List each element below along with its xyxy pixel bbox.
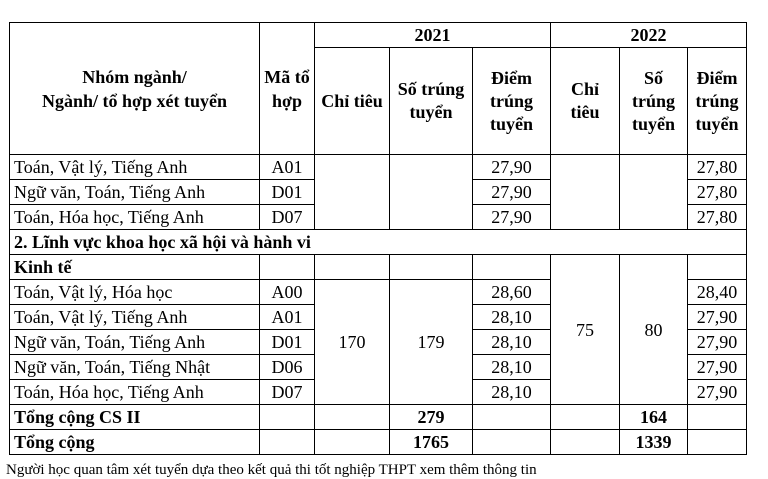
empty-cell [473,405,551,430]
empty-cell [551,430,620,455]
total-admitted-2022: 1339 [620,430,688,455]
header-year-2021: 2021 [315,23,551,48]
field-row [10,255,747,280]
row-score-2021: 27,90 [473,180,551,205]
total-row [10,405,747,430]
row-name: Toán, Vật lý, Tiếng Anh [10,155,260,180]
empty-cell [688,405,747,430]
row-score-2022: 27,80 [688,180,747,205]
header-admitted-2021: Số trúng tuyển [390,48,473,155]
empty-cell [315,255,390,280]
row-score-2021: 27,90 [473,155,551,180]
row-name: Toán, Hóa học, Tiếng Anh [10,205,260,230]
row-name: Ngữ văn, Toán, Tiếng Anh [10,180,260,205]
row-score-2021: 28,10 [473,380,551,405]
row-score-2022: 27,80 [688,155,747,180]
row-score-2021: 28,10 [473,355,551,380]
row-code: D01 [260,180,315,205]
table-row [10,155,747,180]
empty-cell [260,405,315,430]
header-year-2022: 2022 [551,23,747,48]
row-code: D01 [260,330,315,355]
row-score-2022: 27,90 [688,380,747,405]
row-name: Ngữ văn, Toán, Tiếng Anh [10,330,260,355]
header-admitted-2022: Số trúng tuyển [620,48,688,155]
row-score-2022: 27,90 [688,355,747,380]
row-score-2022: 27,80 [688,205,747,230]
group2-quota-2021: 170 [315,280,390,405]
empty-cell [473,255,551,280]
empty-cell [688,255,747,280]
row-score-2021: 28,10 [473,305,551,330]
empty-cell [688,430,747,455]
header-quota-2021: Chỉ tiêu [315,48,390,155]
empty-cell [260,255,315,280]
total-admitted-2021: 1765 [390,430,473,455]
empty-cell [390,255,473,280]
row-code: A00 [260,280,315,305]
row-score-2022: 27,90 [688,305,747,330]
total-admitted-2021: 279 [390,405,473,430]
total-row [10,430,747,455]
row-name: Toán, Vật lý, Hóa học [10,280,260,305]
row-code: A01 [260,305,315,330]
admission-table [9,22,747,455]
row-score-2021: 28,60 [473,280,551,305]
row-quota-2021 [315,155,390,230]
footer-text: Người học quan tâm xét tuyển dựa theo kết quả thi tốt nghiệp THPT xem thêm thông tin [6,462,537,478]
empty-cell [315,430,390,455]
row-score-2021: 27,90 [473,205,551,230]
section-title: 2. Lĩnh vực khoa học xã hội và hành vi [10,230,747,255]
group2-admitted-2022: 80 [620,255,688,405]
total-admitted-2022: 164 [620,405,688,430]
section-row [10,230,747,255]
row-admitted-2021 [390,155,473,230]
row-admitted-2022 [620,155,688,230]
header-score-2021: Điểm trúng tuyển [473,48,551,155]
header-quota-2022: Chỉ tiêu [551,48,620,155]
group2-quota-2022: 75 [551,255,620,405]
row-score-2022: 28,40 [688,280,747,305]
row-score-2021: 28,10 [473,330,551,355]
header-code: Mã tổ hợp [260,23,315,155]
row-code: A01 [260,155,315,180]
row-code: D06 [260,355,315,380]
empty-cell [315,405,390,430]
empty-cell [473,430,551,455]
row-score-2022: 27,90 [688,330,747,355]
row-name: Ngữ văn, Toán, Tiếng Nhật [10,355,260,380]
header-score-2022: Điểm trúng tuyển [688,48,747,155]
row-name: Toán, Vật lý, Tiếng Anh [10,305,260,330]
row-name: Toán, Hóa học, Tiếng Anh [10,380,260,405]
field-name: Kinh tế [10,255,260,280]
group2-admitted-2021: 179 [390,280,473,405]
row-code: D07 [260,380,315,405]
header-group: Nhóm ngành/ Ngành/ tổ hợp xét tuyển [10,23,260,155]
total-label: Tổng cộng [10,430,260,455]
row-code: D07 [260,205,315,230]
empty-cell [260,430,315,455]
empty-cell [551,405,620,430]
row-quota-2022 [551,155,620,230]
total-label: Tổng cộng CS II [10,405,260,430]
